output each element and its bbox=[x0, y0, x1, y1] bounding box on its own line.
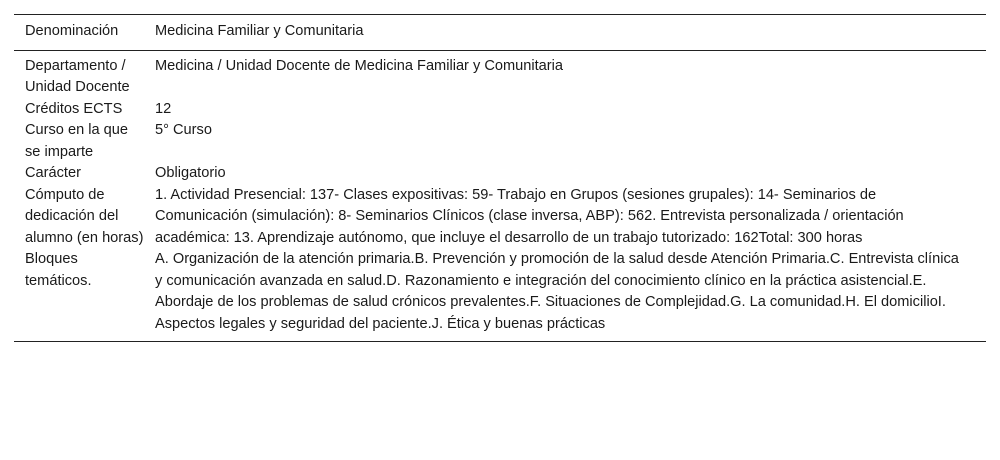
course-info-table-container bbox=[14, 14, 986, 342]
row-value-creditos: 12 bbox=[155, 100, 172, 117]
table-row bbox=[14, 50, 986, 99]
row-label-departamento: Departamento / Unidad Docente bbox=[25, 57, 130, 95]
row-value-curso: 5° Curso bbox=[155, 122, 212, 138]
row-label-computo: Cómputo de dedicación del alumno (en horas) bbox=[25, 186, 144, 246]
row-label-bloques: Bloques temáticos. bbox=[25, 251, 92, 289]
table-row bbox=[14, 249, 986, 342]
row-value-bloques: A. Organización de la atención primaria.B. Prevención y promoción de la salud desde Atención Primaria.C. Entrevista clínica y comunicación avanzada en salud.D. Razonamiento e integración del conocimiento clínico en la práctica asistencial.E. Abordaje de los problemas de salud crónicos prevalentes.F. Situaciones de Complejidad.G. La comunidad.H. El domicilioI. Aspectos legales y seguridad del paciente.J. Ética y buenas prácticas bbox=[155, 251, 959, 332]
row-value-computo: 1. Actividad Presencial: 137- Clases expositivas: 59- Trabajo en Grupos (sesiones grupales): 14- Seminarios de Comunicación (simulación): 8- Seminarios Clínicos (clase inversa, ABP): 562. Entrevista personalizada / orientación académica: 13. Aprendizaje autónomo, que incluye el desarrollo de un trabajo tutorizado: 162Total: 300 horas bbox=[155, 186, 904, 246]
course-info-table bbox=[14, 14, 986, 342]
row-value-caracter: Obligatorio bbox=[155, 165, 226, 181]
table-header bbox=[14, 15, 986, 51]
header-row bbox=[14, 15, 986, 51]
table-body bbox=[14, 50, 986, 342]
header-label: Denominación bbox=[25, 23, 119, 39]
row-label-caracter: Carácter bbox=[25, 165, 81, 181]
table-row bbox=[14, 120, 986, 163]
table-row bbox=[14, 163, 986, 185]
header-value: Medicina Familiar y Comunitaria bbox=[155, 23, 364, 39]
table-row bbox=[14, 99, 986, 121]
row-value-departamento: Medicina / Unidad Docente de Medicina Familiar y Comunitaria bbox=[155, 57, 563, 74]
row-label-curso: Curso en la que se imparte bbox=[25, 122, 129, 160]
table-row bbox=[14, 185, 986, 250]
row-label-creditos: Créditos ECTS bbox=[25, 100, 123, 117]
